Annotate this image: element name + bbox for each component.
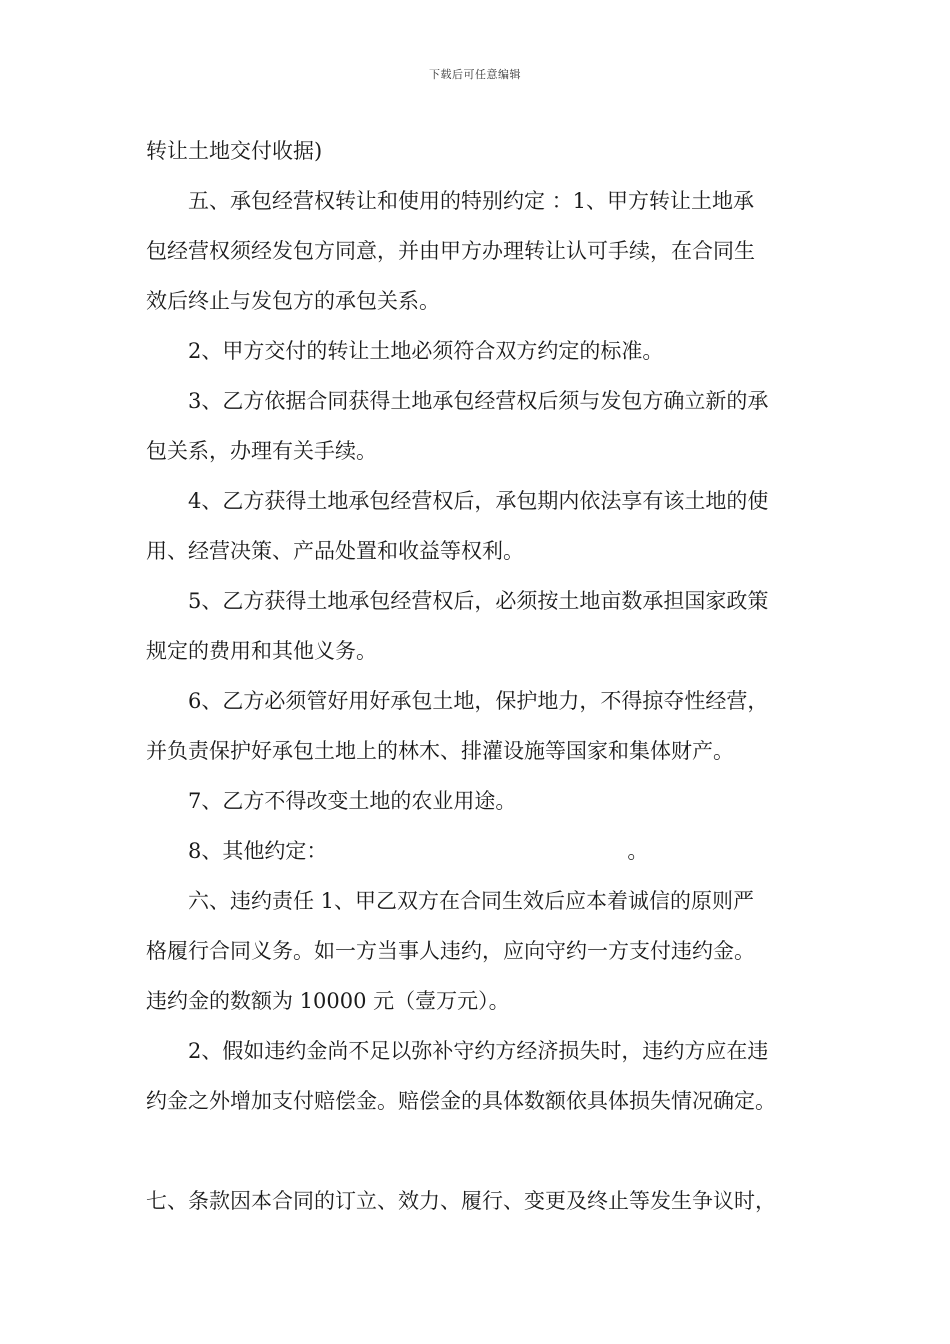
clause-8-label: 8、其他约定： xyxy=(188,839,328,863)
paragraph-gap xyxy=(146,1126,816,1176)
section-seven-heading: 七、条款因本合同的订立、效力、履行、变更及终止等发生争议时， xyxy=(146,1189,776,1213)
clause-8 xyxy=(146,826,816,876)
clause-8-end: 。 xyxy=(627,839,649,863)
text-line: 转让土地交付收据) xyxy=(146,139,323,163)
text-line: 约金之外增加支付赔偿金。赔偿金的具体数额依具体损失情况确定。 xyxy=(146,1089,776,1113)
document-body xyxy=(146,126,816,1226)
clause-six-2: 2、假如违约金尚不足以弥补守约方经济损失时，违约方应在违 xyxy=(188,1039,769,1063)
section-six-heading: 六、违约责任 1、甲乙双方在合同生效后应本着诚信的原则严 xyxy=(188,889,755,913)
text-line: 效后终止与发包方的承包关系。 xyxy=(146,289,440,313)
clause-6: 6、乙方必须管好用好承包土地，保护地力，不得掠夺性经营， xyxy=(188,689,769,713)
text-line: 规定的费用和其他义务。 xyxy=(146,639,377,663)
text-line: 包关系，办理有关手续。 xyxy=(146,439,377,463)
text-line: 包经营权须经发包方同意，并由甲方办理转让认可手续，在合同生 xyxy=(146,239,755,263)
clause-5: 5、乙方获得土地承包经营权后，必须按土地亩数承担国家政策 xyxy=(188,589,769,613)
text-line: 用、经营决策、产品处置和收益等权利。 xyxy=(146,539,524,563)
clause-2: 2、甲方交付的转让土地必须符合双方约定的标准。 xyxy=(188,339,664,363)
text-line: 违约金的数额为 10000 元（壹万元）。 xyxy=(146,989,510,1013)
clause-4: 4、乙方获得土地承包经营权后，承包期内依法享有该土地的使 xyxy=(188,489,769,513)
section-five-heading: 五、承包经营权转让和使用的特别约定 ：1、甲方转让土地承 xyxy=(188,189,755,213)
clause-7: 7、乙方不得改变土地的农业用途。 xyxy=(188,789,517,813)
text-line: 格履行合同义务。如一方当事人违约，应向守约一方支付违约金。 xyxy=(146,939,755,963)
clause-3: 3、乙方依据合同获得土地承包经营权后须与发包方确立新的承 xyxy=(188,389,769,413)
text-line: 并负责保护好承包土地上的林木、排灌设施等国家和集体财产。 xyxy=(146,739,734,763)
page-header: 下载后可任意编辑 xyxy=(429,68,521,81)
